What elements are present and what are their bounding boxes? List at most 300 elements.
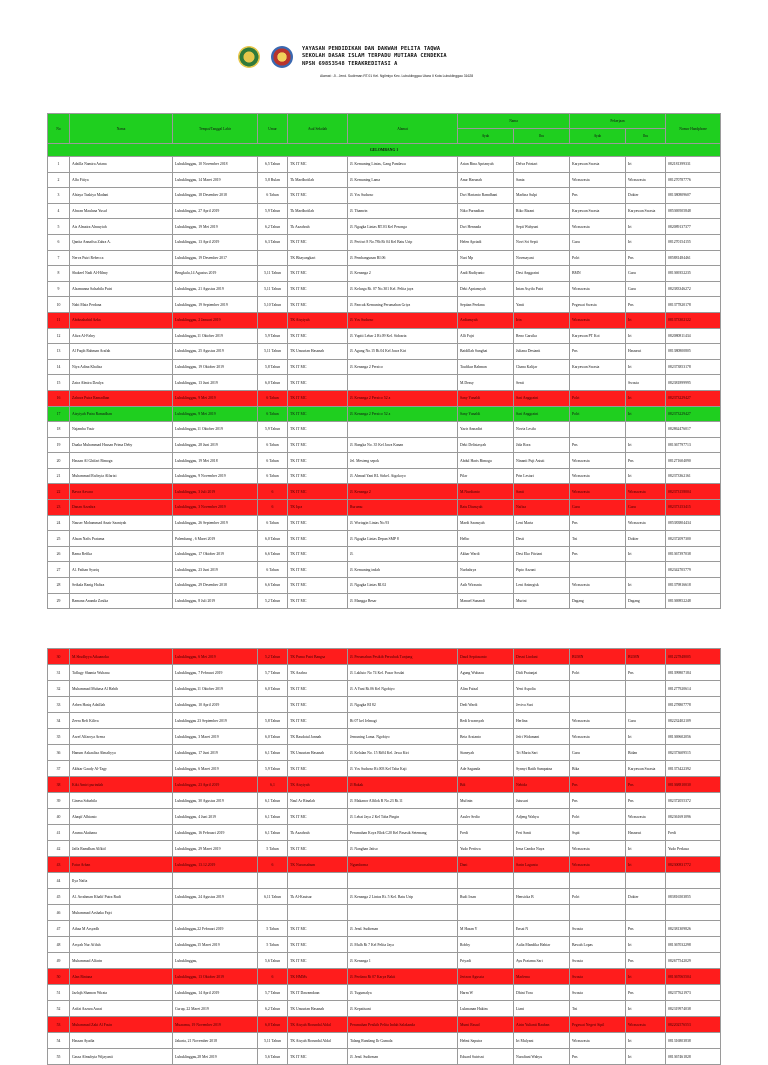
letterhead-line-3: NPSN 69853548 TERAKREDITASI A	[302, 60, 398, 67]
cell-ibu: Aulia Mandika Habiar	[514, 937, 570, 953]
cell-nama: Nabi Maiz Perdana	[70, 297, 173, 313]
header-ibu: Ibu	[514, 129, 570, 144]
cell-ttl: Lubuklinggau, 19 Mei 2018	[173, 453, 258, 469]
cell-ttl: Lubuklinggau,28 Mei 2019	[173, 1049, 258, 1065]
cell-alamat: Jl. Ngagka Lintas RT.03 Kel Pesonga	[348, 219, 458, 235]
cell-ayah: Pilar	[458, 468, 514, 484]
cell-pekerjaan-ibu	[626, 422, 666, 438]
cell-pekerjaan-ayah: Karyawan Swasta	[570, 359, 626, 375]
cell-ttl: Lubuklinggau, 29 Maret 2019	[173, 841, 258, 857]
cell-umur: 6,6 Tahun	[258, 578, 288, 594]
cell-nama: Danan Azzahra	[70, 500, 173, 516]
cell-ttl: Lubuklinggau, 14 Maret 2019	[173, 172, 258, 188]
cell-ayah: M.Deasy	[458, 375, 514, 391]
cell-pekerjaan-ayah: Dagang	[570, 593, 626, 609]
cell-hp: 082373853178	[666, 359, 721, 375]
cell-umur: 6 Tahun	[258, 453, 288, 469]
cell-umur: 6 Tahun	[258, 188, 288, 204]
cell-ibu	[514, 873, 570, 889]
cell-no: 42	[48, 841, 70, 857]
cell-alamat: Rurumu	[348, 500, 458, 516]
table-header-row	[48, 114, 721, 129]
cell-nama: Arsyah Nur Afifah	[70, 937, 173, 953]
cell-no: 44	[48, 873, 70, 889]
cell-ttl: Lubuklinggau, 17 Oktober 2019	[173, 546, 258, 562]
cell-ibu: Desni Lindani	[514, 649, 570, 665]
cell-pekerjaan-ibu: Wiraswasta	[626, 172, 666, 188]
cell-umur: 6,0 Tahun	[258, 1017, 288, 1033]
cell-ayah: Fredi	[458, 825, 514, 841]
cell-ayah: Sany Yunaldi	[458, 406, 514, 422]
cell-pekerjaan-ayah: Wiraswasta	[570, 841, 626, 857]
cell-alamat: Jl. Jend. Sudirman	[348, 921, 458, 937]
cell-nama: Ilya Nafia	[70, 873, 173, 889]
cell-umur: 5,8 Bulan	[258, 172, 288, 188]
header-pekerjaan-ibu: Ibu	[626, 129, 666, 144]
cell-pekerjaan-ayah	[570, 681, 626, 697]
cell-pekerjaan-ibu: Pns	[626, 453, 666, 469]
cell-alamat: Jl. Kenanga 2 Persico	[348, 359, 458, 375]
cell-umur: 6,11 Tahun	[258, 889, 288, 905]
cell-ttl: Lubuklinggau,15 Maret 2019	[173, 937, 258, 953]
cell-pekerjaan-ayah	[570, 422, 626, 438]
cell-ibu: Jeviva Suri	[514, 697, 570, 713]
cell-hp	[666, 873, 721, 889]
cell-ayah: Robby	[458, 937, 514, 953]
table-row	[48, 1049, 721, 1065]
cell-asal-sekolah: TK IT MC	[288, 234, 348, 250]
cell-pekerjaan-ibu: Irt	[626, 234, 666, 250]
cell-ttl: Lubuklinggau,	[173, 953, 258, 969]
cell-hp: 082862476017	[666, 422, 721, 438]
cell-umur	[258, 873, 288, 889]
cell-no: 45	[48, 889, 70, 905]
cell-ttl: Lubuklinggau, 19 Oktober 2019	[173, 359, 258, 375]
cell-ayah: Sianeyah	[458, 745, 514, 761]
cell-umur: 6 Tahun	[258, 390, 288, 406]
cell-hp: 082300831772	[666, 857, 721, 873]
cell-ttl: Lubuklinggau, 3 Juli 2019	[173, 484, 258, 500]
table-row	[48, 921, 721, 937]
cell-no: 1	[48, 157, 70, 173]
cell-no: 20	[48, 453, 70, 469]
cell-ayah: Dwi Hennada	[458, 219, 514, 235]
cell-asal-sekolah: TK IT MC	[288, 546, 348, 562]
cell-no: 6	[48, 234, 70, 250]
cell-hp: 081270787776	[666, 172, 721, 188]
cell-hp: 081367797713	[666, 437, 721, 453]
cell-ibu: Novmayani	[514, 250, 570, 266]
cell-nama: Hanum Azkaalisa Almaliyya	[70, 745, 173, 761]
cell-umur: 5,11 Tahun	[258, 1033, 288, 1049]
table-row	[48, 266, 721, 282]
cell-ibu: Leni Marta	[514, 515, 570, 531]
cell-nama: Seikala Ranig Hafiza	[70, 578, 173, 594]
table-row	[48, 203, 721, 219]
cell-asal-sekolah: TK Nurussahum	[288, 857, 348, 873]
cell-no: 35	[48, 729, 70, 745]
cell-asal-sekolah: TK Aisyah Borundal Aldal	[288, 1033, 348, 1049]
table-row	[48, 188, 721, 204]
cell-nama: Ahsan Nafis Pratama	[70, 531, 173, 547]
cell-ayah: Nuri Mp	[458, 250, 514, 266]
cell-ibu: Desi Eko Fitriani	[514, 546, 570, 562]
cell-hp: 081369602056	[666, 729, 721, 745]
cell-ayah: Septian Perdana	[458, 297, 514, 313]
cell-pekerjaan-ayah: Wiraswasta	[570, 578, 626, 594]
cell-pekerjaan-ayah: Polri	[570, 390, 626, 406]
cell-ibu: Pipto Azzani	[514, 562, 570, 578]
cell-umur: 6,5 Tahun	[258, 157, 288, 173]
cell-nama: Niya Adina Khalisa	[70, 359, 173, 375]
cell-no: 18	[48, 422, 70, 438]
cell-pekerjaan-ayah: Bika	[570, 761, 626, 777]
cell-ttl: Lubuklinggau,11 Oktober 2019	[173, 681, 258, 697]
cell-pekerjaan-ibu: Pns	[626, 250, 666, 266]
cell-ttl: Lubuklinggau, 13.12.2019	[173, 857, 258, 873]
cell-ibu: Yeni Aspolia	[514, 681, 570, 697]
cell-asal-sekolah: TK IT MC	[288, 1049, 348, 1065]
cell-ayah: Dani	[458, 857, 514, 873]
cell-hp: 081277920614	[666, 681, 721, 697]
cell-ibu: Novia Lestfa	[514, 422, 570, 438]
cell-asal-sekolah: TK IT MC	[288, 359, 348, 375]
school-logo-icon	[271, 46, 293, 68]
cell-ttl: Lubuklinggau, 27 April 2019	[173, 203, 258, 219]
table-row	[48, 515, 721, 531]
cell-hp: 082377621973	[666, 985, 721, 1001]
cell-alamat: Jl. Yupiti Lebar 2 Rt.09 Kel. Sidoarta	[348, 328, 458, 344]
cell-no: 8	[48, 266, 70, 282]
cell-asal-sekolah: TK IT MC	[288, 157, 348, 173]
cell-ibu: Ayu Pratama Sari	[514, 953, 570, 969]
cell-ibu: Marlema	[514, 969, 570, 985]
cell-nama: Alsamanna Salsabila Putri	[70, 281, 173, 297]
cell-umur: 5,11 Tahun	[258, 266, 288, 282]
cell-pekerjaan-ayah: BUMN	[570, 649, 626, 665]
cell-hp: 081377820178	[666, 297, 721, 313]
cell-ibu: Senti	[514, 375, 570, 391]
cell-ttl: Lubuklinggau, 29 Desember 2018	[173, 578, 258, 594]
cell-no: 40	[48, 809, 70, 825]
cell-umur	[258, 905, 288, 921]
cell-pekerjaan-ibu: Guru	[626, 500, 666, 516]
cell-ttl	[173, 873, 258, 889]
cell-ayah: M Hasan Y	[458, 921, 514, 937]
table-row	[48, 297, 721, 313]
cell-hp: 081278807778	[666, 697, 721, 713]
cell-no: 21	[48, 468, 70, 484]
table-row	[48, 889, 721, 905]
cell-no: 36	[48, 745, 70, 761]
cell-asal-sekolah: TK IT MC	[288, 515, 348, 531]
letterhead-title	[302, 46, 548, 68]
cell-asal-sekolah: Tk Azzahrah	[288, 825, 348, 841]
table-row	[48, 250, 721, 266]
cell-pekerjaan-ayah	[570, 562, 626, 578]
cell-pekerjaan-ibu: Pns	[626, 665, 666, 681]
cell-ttl: Lubuklinggau, 19 Desember 2017	[173, 250, 258, 266]
cell-umur	[258, 250, 288, 266]
cell-alamat: Jl. Lebai Jaya 2 Kel Taba Pingin	[348, 809, 458, 825]
cell-umur: 5,2 Tahun	[258, 593, 288, 609]
cell-pekerjaan-ibu: Irt	[626, 969, 666, 985]
table-row	[48, 857, 721, 873]
cell-no: 38	[48, 777, 70, 793]
cell-ibu: Murini	[514, 593, 570, 609]
cell-pekerjaan-ayah: Polri	[570, 406, 626, 422]
cell-pekerjaan-ayah: Wiraswasta	[570, 857, 626, 873]
cell-nama: Ramana Ananda Zasika	[70, 593, 173, 609]
letterhead-line-1: YAYASAN PENDIDIKAN DAN DAKWAH PELITA TAQWA	[302, 46, 441, 52]
cell-alamat	[348, 375, 458, 391]
cell-ibu: Nurafiani Wahyu	[514, 1049, 570, 1065]
cell-hp: 081379816618	[666, 578, 721, 594]
cell-umur: 6,1 Tahun	[258, 809, 288, 825]
cell-pekerjaan-ayah: Pns	[570, 546, 626, 562]
cell-ayah: Abdul Haris Bimoga	[458, 453, 514, 469]
cell-no: 5	[48, 219, 70, 235]
cell-no: 43	[48, 857, 70, 873]
cell-asal-sekolah: TK IT MC	[288, 453, 348, 469]
cell-ttl: Lubuklinggau, 23 April 2019	[173, 777, 258, 793]
table-row	[48, 745, 721, 761]
cell-asal-sekolah: Tk Mardhotilah	[288, 172, 348, 188]
cell-ibu: Nebida	[514, 777, 570, 793]
cell-alamat: Jl. Yos Sudarso	[348, 312, 458, 328]
cell-pekerjaan-ibu: BUMN	[626, 649, 666, 665]
cell-ayah	[458, 873, 514, 889]
cell-alamat: Jl. Mangga Besar	[348, 593, 458, 609]
cell-ayah: Priyadi	[458, 953, 514, 969]
cell-asal-sekolah	[288, 873, 348, 889]
cell-pekerjaan-ibu: Irt	[626, 937, 666, 953]
cell-ttl: Lubuklinggau, 6 Maret 2019	[173, 761, 258, 777]
cell-ibu: Dhini Yora	[514, 985, 570, 1001]
cell-ttl: Lubuklinggau, 28 Juni 2019	[173, 437, 258, 453]
cell-ibu: Sari Anggraini	[514, 406, 570, 422]
cell-hp: 082383346272	[666, 281, 721, 297]
cell-alamat: Jl. Kemuning indah	[348, 562, 458, 578]
cell-no: 27	[48, 562, 70, 578]
cell-ttl: Bengkulu,14 Agustus 2019	[173, 266, 258, 282]
cell-alamat: Jl. Kelurga Rt. 07 No.301 Kel. Pelita jaya	[348, 281, 458, 297]
cell-hp: 082373153415	[666, 500, 721, 516]
cell-no: 4	[48, 203, 70, 219]
cell-ibu: Adjeng Wahyu	[514, 809, 570, 825]
cell-alamat: Jl. Makanor Alfilok R No.23 Rt.11	[348, 793, 458, 809]
cell-ayah: Alli Fajri	[458, 328, 514, 344]
cell-hp: 082372097300	[666, 531, 721, 547]
cell-alamat: Jl. Nanghan Jatiso	[348, 841, 458, 857]
cell-nama: Aruma Akabana	[70, 825, 173, 841]
cell-pekerjaan-ayah: Polri	[570, 665, 626, 681]
header-umur: Umur	[258, 114, 288, 144]
cell-ibu	[514, 905, 570, 921]
cell-ayah: Beta Arzianto	[458, 729, 514, 745]
cell-alamat: Jl. Kelalan No. 15 Rt04 Kel. Jawa Kiri	[348, 745, 458, 761]
table-row	[48, 937, 721, 953]
cell-asal-sekolah: TK Puma Putri Bangsa	[288, 649, 348, 665]
cell-ibu: Airin Yulianti Rauban	[514, 1017, 570, 1033]
cell-ayah: Baidillah Sunghai	[458, 344, 514, 360]
cell-pekerjaan-ibu: Karyawan Swasta	[626, 761, 666, 777]
cell-nama: Afiza Al-Fahry	[70, 328, 173, 344]
cell-ttl: Lubuklinggau, 3 Maret 2019	[173, 729, 258, 745]
cell-ttl: Lubuklinggau, 18 Desember 2018	[173, 188, 258, 204]
cell-pekerjaan-ibu: Bidan	[626, 745, 666, 761]
cell-pekerjaan-ibu: Dokter	[626, 889, 666, 905]
cell-hp: 082202576553	[666, 1017, 721, 1033]
cell-umur: 5,9 Tahun	[258, 422, 288, 438]
cell-ibu: Liani	[514, 1001, 570, 1017]
cell-no: 32	[48, 681, 70, 697]
cell-no: 29	[48, 593, 70, 609]
cell-pekerjaan-ibu: Irt	[626, 578, 666, 594]
cell-nama: Al. Fathan Syariq	[70, 562, 173, 578]
cell-no: 9	[48, 281, 70, 297]
cell-ayah: Akbar Wardi	[458, 546, 514, 562]
cell-ttl: Lubuklinggau, 19 Mei 2019	[173, 219, 258, 235]
cell-ibu: Intan Asyifa Putri	[514, 281, 570, 297]
cell-nama: Najamba Yasir	[70, 422, 173, 438]
cell-alamat: Jl. Tugumalya	[348, 985, 458, 1001]
cell-pekerjaan-ayah: Wiraswasta	[570, 484, 626, 500]
cell-ibu: Ninanti Puji Astuti	[514, 453, 570, 469]
cell-ttl: Lubuklinggau, 19 September 2019	[173, 297, 258, 313]
cell-pekerjaan-ayah	[570, 873, 626, 889]
cell-umur: 5,9 Tahun	[258, 203, 288, 219]
table-body-2	[48, 649, 721, 1065]
cell-ayah: Manuel Sunandi	[458, 593, 514, 609]
cell-alamat: Ngumboma	[348, 857, 458, 873]
cell-ibu: Marlina Sulpi	[514, 188, 570, 204]
cell-nama: Rama Refika	[70, 546, 173, 562]
cell-nama: Arzef Alfaroya Arena	[70, 729, 173, 745]
cell-no: 31	[48, 665, 70, 681]
cell-pekerjaan-ayah: Tni	[570, 531, 626, 547]
cell-nama: Ais Almaira Alnasyiah	[70, 219, 173, 235]
cell-ayah: Deki Apriansyah	[458, 281, 514, 297]
cell-nama: Ahaqif Albianto	[70, 809, 173, 825]
cell-nama: Kiki Amiri purindah	[70, 777, 173, 793]
cell-umur: 5,11 Tahun	[258, 344, 288, 360]
cell-nama: Abdusshahid Azka	[70, 312, 173, 328]
cell-pekerjaan-ibu: Wiraswasta	[626, 515, 666, 531]
cell-pekerjaan-ibu: Irt	[626, 1033, 666, 1049]
cell-pekerjaan-ayah: Wiraswasta	[570, 1033, 626, 1049]
cell-ttl: Lubuklinggau,11 Oktober 2019	[173, 422, 258, 438]
cell-alamat: Jl. Yos Sudarso	[348, 188, 458, 204]
cell-ibu: Irt Mulyani	[514, 1033, 570, 1049]
cell-nama: Ginesa Sobabila	[70, 793, 173, 809]
cell-nama: Muhammad Zaki Al Fasin	[70, 1017, 173, 1033]
cell-pekerjaan-ibu: Hasnawi	[626, 344, 666, 360]
table-row	[48, 873, 721, 889]
cell-ttl: Lubuklinggau, 21 Agustus 2019	[173, 281, 258, 297]
cell-no: 55	[48, 1049, 70, 1065]
cell-hp: 082373609515	[666, 745, 721, 761]
cell-nama: Ahtaya Tazkiya Madani	[70, 188, 173, 204]
cell-no: 47	[48, 921, 70, 937]
cell-ayah: Redi Irwansyah	[458, 713, 514, 729]
cell-ayah: Anur Harunah	[458, 172, 514, 188]
cell-pekerjaan-ayah	[570, 375, 626, 391]
cell-pekerjaan-ayah: Guru	[570, 234, 626, 250]
cell-nama: Duaka Muhammad Hassan Prima Deby	[70, 437, 173, 453]
cell-asal-sekolah: TK Bhayangkari	[288, 250, 348, 266]
table-row	[48, 713, 721, 729]
cell-ibu: Reno Garsika	[514, 328, 570, 344]
cell-pekerjaan-ibu: Guru	[626, 266, 666, 282]
cell-pekerjaan-ibu: Irt	[626, 406, 666, 422]
cell-alamat: Jl. A Yani Rt.06 Kel Ngobiyo	[348, 681, 458, 697]
cell-ibu: Feri Santi	[514, 825, 570, 841]
cell-hp: 082342705779	[666, 562, 721, 578]
cell-umur: 6,1 Tahun	[258, 825, 288, 841]
cell-asal-sekolah: TK IT MC	[288, 468, 348, 484]
cell-ibu: Septi Wahyuni	[514, 219, 570, 235]
cell-no: 15	[48, 375, 70, 391]
cell-pekerjaan-ayah: Pns	[570, 188, 626, 204]
cell-ttl: Muarama, 19 November 2019	[173, 1017, 258, 1033]
cell-alamat: Jl Bakak	[348, 777, 458, 793]
cell-umur: 6 Tahun	[258, 562, 288, 578]
cell-umur: 5 Tahun	[258, 921, 288, 937]
cell-ibu: Herlina	[514, 713, 570, 729]
cell-no: 48	[48, 937, 70, 953]
cell-ayah: M.Nurdianto	[458, 484, 514, 500]
cell-hp: 081373302122	[666, 312, 721, 328]
table-row	[48, 484, 721, 500]
cell-ttl: Lubuklinggau, 10 April 2019	[173, 697, 258, 713]
cell-no: 12	[48, 328, 70, 344]
cell-pekerjaan-ibu: Irt	[626, 328, 666, 344]
cell-umur: 6	[258, 484, 288, 500]
table-row	[48, 406, 721, 422]
cell-pekerjaan-ayah: Pns	[570, 344, 626, 360]
cell-no: 52	[48, 1001, 70, 1017]
table-row	[48, 422, 721, 438]
cell-pekerjaan-ibu: Irt	[626, 841, 666, 857]
cell-no: 51	[48, 985, 70, 1001]
cell-ttl: Lubuklinggau, 13 Juni 2019	[173, 375, 258, 391]
cell-pekerjaan-ibu	[626, 562, 666, 578]
table-row	[48, 729, 721, 745]
cell-asal-sekolah: TK IT MC	[288, 841, 348, 857]
cell-hp: 082319974038	[666, 1001, 721, 1017]
table-row	[48, 546, 721, 562]
cell-pekerjaan-ayah: Karyawan Swasta	[570, 157, 626, 173]
cell-asal-sekolah: TK IT MC	[288, 562, 348, 578]
cell-pekerjaan-ibu	[626, 873, 666, 889]
cell-asal-sekolah: TK IT MC	[288, 681, 348, 697]
cell-ttl: Lubuklinggau, 3 November 2019	[173, 500, 258, 516]
cell-pekerjaan-ibu: Pns	[626, 777, 666, 793]
cell-ayah: Agung Wubaau	[458, 665, 514, 681]
cell-pekerjaan-ayah: Swasta	[570, 969, 626, 985]
cell-pekerjaan-ibu: Irt	[626, 1049, 666, 1065]
cell-ayah: Taufikur Rahman	[458, 359, 514, 375]
cell-ibu: Novi Sri Septi	[514, 234, 570, 250]
cell-ayah: Andi Rudiyanto	[458, 266, 514, 282]
cell-pekerjaan-ayah: Swasta	[570, 953, 626, 969]
cell-ibu: Synnyi Ratih Sumpatna	[514, 761, 570, 777]
cell-alamat: Jl. Yos Sudarso Rt.003 Kel Taba Kaji	[348, 761, 458, 777]
cell-pekerjaan-ibu	[626, 681, 666, 697]
cell-pekerjaan-ayah: Pns	[570, 437, 626, 453]
table-row	[48, 681, 721, 697]
